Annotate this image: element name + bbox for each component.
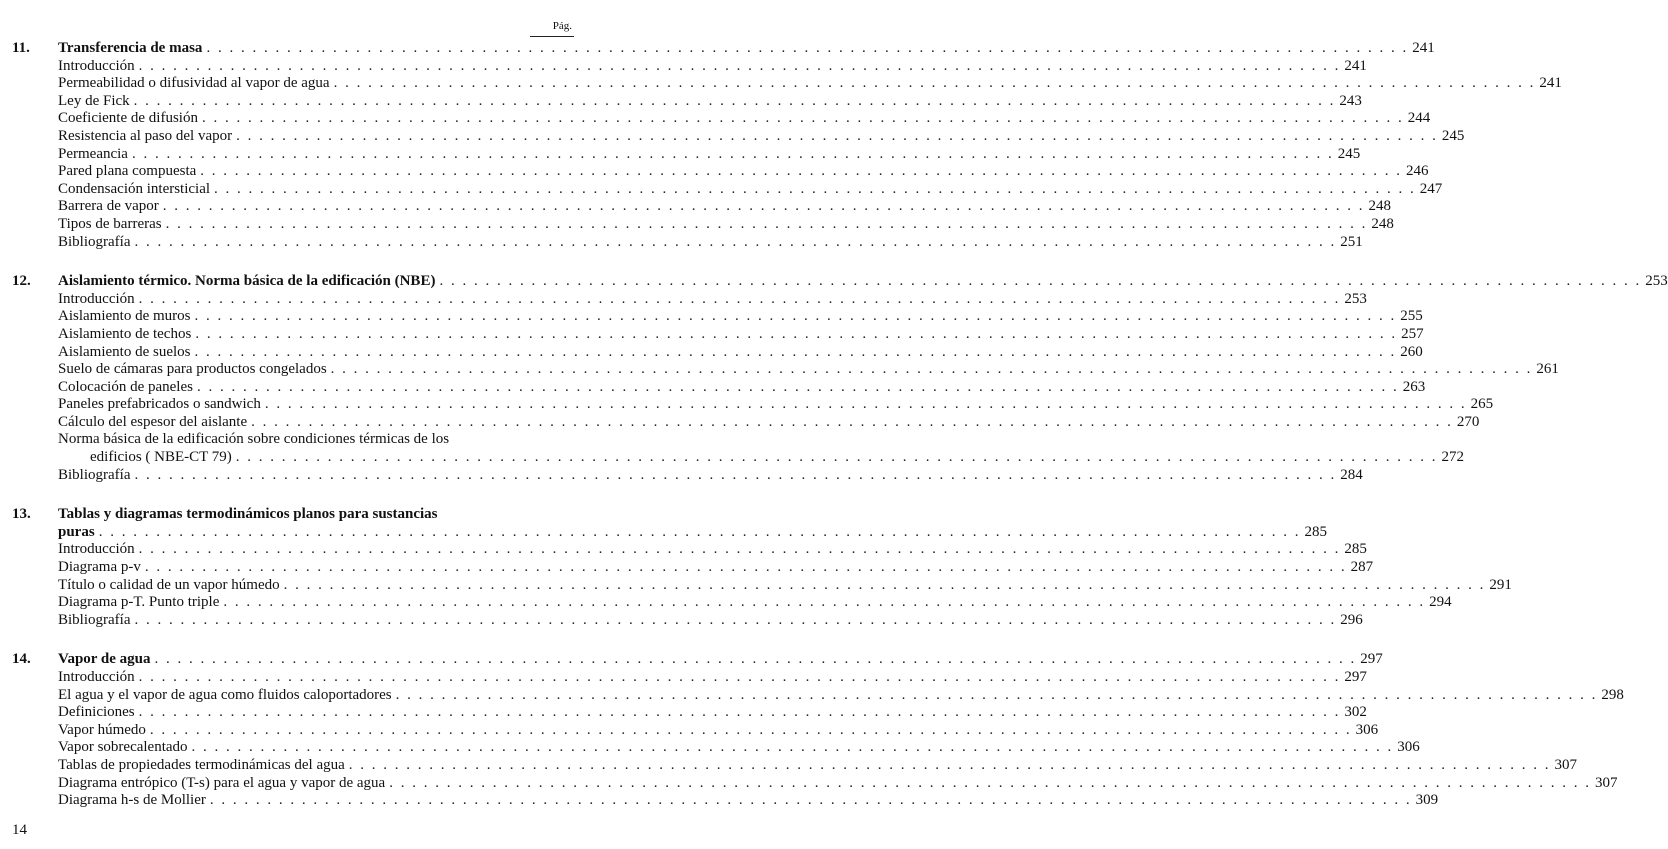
entry-label: Introducción — [58, 57, 135, 74]
entry-page: 302 — [1344, 704, 1367, 721]
leader-dots — [134, 467, 1336, 485]
toc-entry[interactable] — [12, 110, 1431, 128]
entry-page: 285 — [1344, 541, 1367, 558]
entry-page: 307 — [1554, 756, 1578, 773]
leader-dots — [284, 577, 1486, 595]
entry-label: Diagrama h-s de Mollier — [58, 792, 206, 809]
entry-label: Permeabilidad o difusividad al vapor de agua — [58, 75, 330, 92]
toc-entry[interactable] — [12, 686, 1624, 705]
entry-page: 272 — [1441, 449, 1465, 466]
toc-chapter-continuation[interactable] — [12, 523, 1327, 542]
leader-dots — [251, 414, 1453, 432]
toc-entry-wrapped[interactable] — [12, 431, 574, 449]
entry-page: 245 — [1337, 145, 1361, 162]
leader-dots — [200, 163, 1402, 181]
entry-label: Permeancia — [58, 145, 128, 162]
entry-label: Vapor sobrecalentado — [58, 739, 188, 756]
entry-label: El agua y el vapor de agua como fluidos caloportadores — [58, 686, 392, 703]
entry-page: 248 — [1371, 215, 1394, 232]
toc-entry[interactable] — [12, 215, 1394, 234]
toc-entry[interactable] — [12, 378, 1426, 397]
entry-label: Diagrama entrópico (T-s) para el agua y vapor de agua — [58, 774, 386, 791]
entry-label: Título o calidad de un vapor húmedo — [58, 576, 280, 593]
entry-label: Tablas de propiedades termodinámicas del agua — [58, 756, 345, 773]
entry-page: 287 — [1350, 559, 1374, 576]
toc-entry[interactable] — [12, 233, 1363, 252]
entry-page: 296 — [1340, 611, 1363, 628]
leader-dots — [166, 216, 1368, 234]
toc-entry[interactable] — [12, 198, 1392, 216]
toc-entry[interactable] — [12, 57, 1367, 76]
toc-entry[interactable] — [12, 774, 1618, 793]
entry-label: Definiciones — [58, 704, 135, 721]
entry-label: Pared plana compuesta — [58, 163, 197, 180]
toc-entry[interactable] — [12, 576, 1512, 595]
leader-dots — [139, 541, 1341, 559]
toc-entry[interactable] — [12, 704, 1367, 722]
entry-label: Paneles prefabricados o sandwich — [58, 396, 261, 413]
leader-dots — [236, 128, 1438, 146]
entry-label: Introducción — [58, 541, 135, 558]
toc-entry[interactable] — [12, 413, 1480, 432]
entry-label: Aislamiento de muros — [58, 308, 191, 325]
entry-label: Bibliografía — [58, 466, 131, 483]
entry-page: 245 — [1441, 127, 1465, 144]
entry-page: 243 — [1339, 92, 1362, 109]
toc-entry[interactable] — [12, 343, 1423, 362]
toc-entry[interactable] — [12, 792, 1439, 810]
entry-page: 241 — [1539, 75, 1562, 92]
entry-label: Coeficiente de difusión — [58, 110, 198, 127]
leader-dots — [223, 594, 1425, 612]
leader-dots — [331, 361, 1533, 379]
toc-entry[interactable] — [12, 756, 1578, 775]
entry-page: 246 — [1406, 163, 1429, 180]
toc-chapter-entry[interactable] — [12, 40, 1435, 58]
leader-dots — [202, 110, 1404, 128]
toc-entry[interactable] — [12, 361, 1559, 379]
entry-page: 260 — [1400, 343, 1423, 360]
leader-dots — [134, 612, 1336, 630]
toc-entry[interactable] — [12, 127, 1465, 146]
entry-page: 306 — [1355, 721, 1379, 738]
entry-label: Ley de Fick — [58, 92, 130, 109]
leader-dots — [195, 326, 1397, 344]
toc-entry[interactable] — [12, 75, 1562, 93]
chapter-page: 253 — [1645, 273, 1668, 290]
leader-dots — [139, 291, 1341, 309]
chapter-number: 14. — [12, 651, 31, 668]
toc-entry[interactable] — [12, 594, 1452, 612]
leader-dots — [139, 704, 1341, 722]
toc-entry[interactable] — [12, 145, 1361, 164]
toc-chapter-entry[interactable] — [12, 651, 1383, 669]
toc-entry[interactable] — [12, 290, 1367, 309]
leader-dots — [197, 379, 1399, 397]
leader-dots — [265, 396, 1467, 414]
entry-label: Resistencia al paso del vapor — [58, 127, 233, 144]
leader-dots — [132, 146, 1334, 164]
page-number: 14 — [12, 822, 27, 838]
leader-dots — [439, 273, 1641, 291]
entry-label: Diagrama p-T. Punto triple — [58, 594, 220, 611]
entry-page: 241 — [1344, 57, 1367, 74]
entry-page: 284 — [1340, 466, 1363, 483]
entry-label: Introducción — [58, 669, 135, 685]
entry-label: Bibliografía — [58, 611, 131, 628]
entry-label: Diagrama p-v — [58, 559, 141, 576]
chapter-number: 12. — [12, 273, 31, 290]
entry-label-continuation: edificios ( NBE-CT 79) — [90, 449, 232, 466]
leader-dots — [145, 559, 1347, 577]
leader-dots — [389, 775, 1591, 793]
entry-page: 263 — [1402, 378, 1426, 395]
leader-dots — [139, 58, 1341, 76]
entry-page: 255 — [1400, 308, 1423, 325]
leader-dots — [99, 524, 1301, 542]
leader-dots — [214, 181, 1416, 199]
chapter-number: 11. — [12, 40, 30, 56]
leader-dots — [396, 687, 1598, 705]
entry-page: 244 — [1407, 110, 1431, 127]
leader-dots — [210, 792, 1412, 810]
toc-entry[interactable] — [12, 559, 1374, 577]
toc-entry[interactable] — [12, 325, 1424, 344]
leader-dots — [206, 40, 1408, 58]
toc-chapter-entry[interactable] — [12, 273, 1668, 291]
toc-section-13 — [12, 506, 1512, 629]
toc-entry[interactable] — [12, 180, 1443, 199]
entry-label: Cálculo del espesor del aislante — [58, 413, 248, 430]
table-of-contents — [12, 40, 1668, 832]
toc-entry[interactable] — [12, 163, 1429, 181]
leader-dots — [134, 93, 1336, 111]
entry-label: Tipos de barreras — [58, 215, 162, 232]
entry-label: Introducción — [58, 290, 135, 307]
entry-page: 248 — [1368, 198, 1392, 215]
leader-dots — [192, 739, 1394, 757]
entry-page: 291 — [1489, 576, 1512, 593]
entry-page: 251 — [1340, 233, 1363, 250]
toc-chapter-entry-wrapped[interactable] — [12, 506, 574, 524]
toc-entry[interactable] — [12, 396, 1494, 414]
leader-dots — [194, 308, 1396, 326]
toc-entry[interactable] — [12, 739, 1420, 757]
page-column-rule — [530, 36, 574, 37]
chapter-title-continuation: puras — [58, 523, 95, 540]
entry-label: Colocación de paneles — [58, 378, 193, 395]
entry-label: Barrera de vapor — [58, 198, 159, 215]
entry-page: 253 — [1344, 290, 1367, 307]
toc-entry-continuation[interactable] — [12, 449, 1465, 467]
entry-page: 306 — [1397, 739, 1420, 756]
leader-dots — [139, 669, 1341, 687]
chapter-page: 285 — [1304, 523, 1327, 540]
entry-page: 307 — [1594, 774, 1618, 791]
toc-entry[interactable] — [12, 611, 1363, 630]
entry-page: 265 — [1470, 396, 1494, 413]
leader-dots — [155, 651, 1357, 669]
entry-page: 261 — [1536, 361, 1559, 378]
entry-label: Aislamiento de suelos — [58, 343, 191, 360]
chapter-title: Vapor de agua — [58, 651, 151, 668]
leader-dots — [194, 344, 1396, 362]
toc-section-14 — [12, 651, 1624, 809]
entry-page: 309 — [1415, 792, 1439, 809]
chapter-number: 13. — [12, 506, 31, 523]
page-column-label: Pág. — [552, 20, 572, 32]
entry-page: 297 — [1344, 669, 1367, 685]
leader-dots — [334, 75, 1536, 93]
chapter-title: Transferencia de masa — [58, 40, 203, 56]
entry-label: Vapor húmedo — [58, 721, 146, 738]
toc-entry[interactable] — [12, 92, 1362, 111]
toc-entry[interactable] — [12, 669, 1367, 687]
entry-page: 247 — [1419, 180, 1443, 197]
entry-label: Bibliografía — [58, 233, 131, 250]
chapter-page: 241 — [1412, 40, 1435, 56]
entry-page: 298 — [1601, 686, 1624, 703]
leader-dots — [349, 757, 1551, 775]
toc-entry[interactable] — [12, 466, 1363, 485]
toc-section-11 — [12, 40, 1562, 251]
entry-label: Aislamiento de techos — [58, 325, 192, 342]
toc-entry[interactable] — [12, 541, 1367, 559]
toc-entry[interactable] — [12, 308, 1423, 326]
leader-dots — [236, 449, 1438, 467]
entry-label: Suelo de cámaras para productos congelados — [58, 361, 327, 378]
entry-label: Norma básica de la edificación sobre condiciones térmicas de los — [58, 431, 450, 448]
leader-dots — [150, 722, 1352, 740]
leader-dots — [163, 198, 1365, 216]
chapter-title: Tablas y diagramas termodinámicos planos para sustancias — [58, 506, 438, 523]
entry-page: 270 — [1456, 413, 1480, 430]
entry-label: Condensación intersticial — [58, 180, 211, 197]
toc-section-12 — [12, 273, 1668, 484]
chapter-page: 297 — [1360, 651, 1383, 668]
leader-dots — [134, 234, 1336, 252]
chapter-title: Aislamiento térmico. Norma básica de la edificación (NBE) — [58, 273, 436, 290]
entry-page: 294 — [1429, 594, 1452, 611]
toc-entry[interactable] — [12, 721, 1379, 740]
entry-page: 257 — [1401, 325, 1424, 342]
